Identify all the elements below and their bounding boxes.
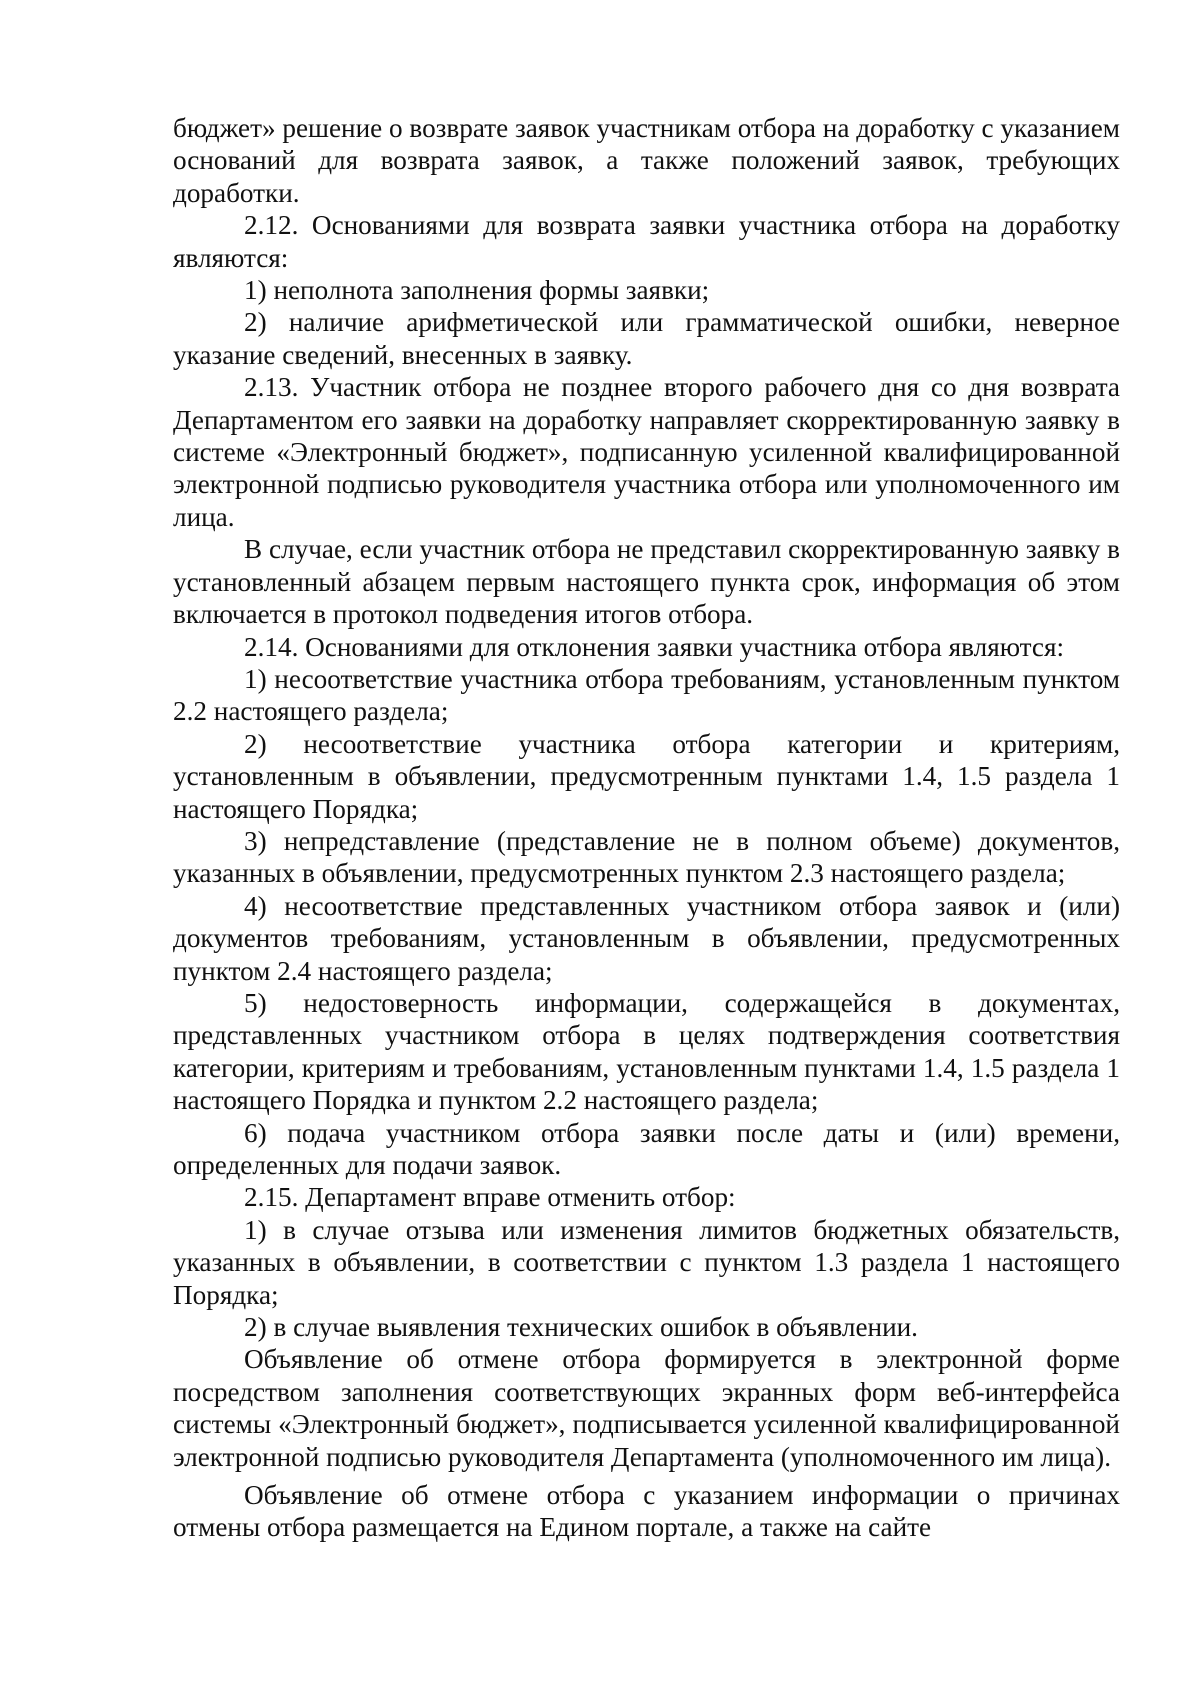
document-page <box>173 112 1120 1544</box>
paragraph-2-13: 2.13. Участник отбора не позднее второго рабочего дня со дня возврата Департаментом его заявки на доработку направляет скорректированную заявку в системе «Электронный бюджет», подписанную усиленной квалифицированной электронной подписью руководителя участника отбора или уполномоченного им лица. <box>173 372 1120 532</box>
paragraph-2-14: 2.14. Основаниями для отклонения заявки участника отбора являются: <box>244 631 1065 662</box>
list-item-2-14-3: 3) непредставление (представление не в полном объеме) документов, указанных в объявлении, предусмотренных пунктом 2.3 настоящего раздела; <box>173 825 1120 889</box>
list-item-2-15-2: 2) в случае выявления технических ошибок в объявлении. <box>244 1312 918 1343</box>
paragraph-cancel-placement: Объявление об отмене отбора с указанием информации о причинах отмены отбора размещается на Едином портале, а также на сайте <box>173 1480 1120 1543</box>
paragraph-cancel-notice: Объявление об отмене отбора формируется в электронной форме посредством заполнения соответствующих экранных форм веб-интерфейса системы «Электронный бюджет», подписывается усиленной квалифицированной электронной подписью руководителя Департамента (уполномоченного им лица). <box>173 1344 1120 1472</box>
list-item-2-14-6: 6) подача участником отбора заявки после даты и (или) времени, определенных для подачи заявок. <box>173 1117 1120 1180</box>
list-item-2-14-5: 5) недостоверность информации, содержащейся в документах, представленных участником отбора в целях подтверждения соответствия категории, критериям и требованиям, установленным пунктами 1.4, 1.5 раздела 1 настоящего Порядка и пунктом 2.2 настоящего раздела; <box>173 987 1120 1116</box>
list-item-2-14-1: 1) несоответствие участника отбора требованиям, установленным пунктом 2.2 настоящего раздела; <box>173 663 1120 727</box>
list-item-2-12-2: 2) наличие арифметической или грамматической ошибки, неверное указание сведений, внесенных в заявку. <box>173 307 1120 370</box>
paragraph-2-12: 2.12. Основаниями для возврата заявки участника отбора на доработку являются: <box>173 210 1120 273</box>
paragraph-2-15: 2.15. Департамент вправе отменить отбор: <box>244 1182 736 1213</box>
paragraph-2-13-case: В случае, если участник отбора не представил скорректированную заявку в установленный абзацем первым настоящего пункта срок, информация об этом включается в протокол подведения итогов отбора. <box>173 534 1120 630</box>
list-item-2-14-2: 2) несоответствие участника отбора категории и критериям, установленным в объявлении, предусмотренным пунктами 1.4, 1.5 раздела 1 настоящего Порядка; <box>173 728 1120 824</box>
list-item-2-15-1: 1) в случае отзыва или изменения лимитов бюджетных обязательств, указанных в объявлении, в соответствии с пунктом 1.3 раздела 1 настоящего Порядка; <box>173 1214 1120 1310</box>
list-item-2-14-4: 4) несоответствие представленных участником отбора заявок и (или) документов требованиям, установленным в объявлении, предусмотренных пунктом 2.4 настоящего раздела; <box>173 890 1120 986</box>
list-item-2-12-1: 1) неполнота заполнения формы заявки; <box>244 275 710 306</box>
paragraph-continuation: бюджет» решение о возврате заявок участникам отбора на доработку с указанием оснований для возврата заявок, а также положений заявок, требующих доработки. <box>173 113 1120 208</box>
